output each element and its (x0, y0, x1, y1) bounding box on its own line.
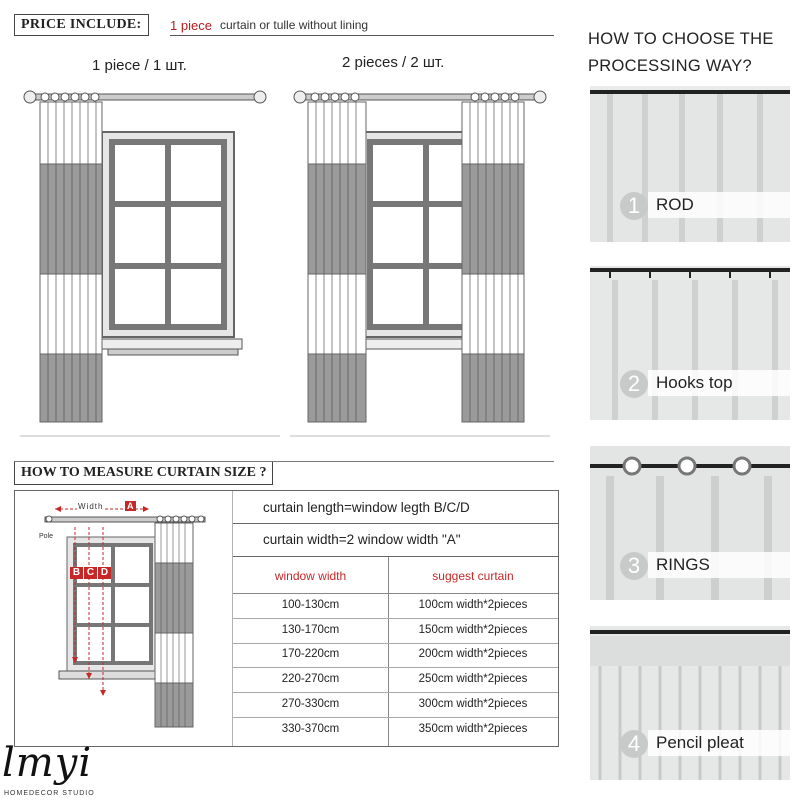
table-row-6-suggest: 350cm width*2pieces (418, 723, 528, 735)
size-table (233, 557, 558, 746)
table-head-window-width: window width (274, 569, 347, 583)
price-label: PRICE INCLUDE: (14, 14, 149, 36)
process-card-rings (590, 446, 790, 600)
choose-title-line2: PROCESSING WAY? (588, 57, 753, 75)
rod-curtain-image (590, 86, 790, 242)
choose-title (588, 26, 798, 80)
table-row-divider (233, 692, 558, 693)
hooks-curtain-image (590, 266, 790, 420)
table-row-1-width: 100-130cm (281, 599, 340, 611)
process-card-rod (590, 86, 790, 242)
table-head-divider (233, 593, 558, 594)
two-pieces-illustration (290, 84, 560, 444)
price-header (14, 8, 554, 44)
table-row-6-width: 330-370cm (281, 723, 340, 735)
price-highlight: 1 piece (170, 18, 212, 33)
table-row-2-suggest: 150cm width*2pieces (418, 624, 528, 636)
process-number-3: 3 (620, 552, 648, 580)
choose-title-line1: HOW TO CHOOSE THE (588, 30, 774, 48)
brand-logo-subtitle: HOMEDECOR STUDIO (4, 790, 95, 797)
width-label: Width (78, 502, 104, 511)
process-label-rings: RINGS (648, 552, 790, 578)
process-number-1: 1 (620, 192, 648, 220)
table-row-divider (233, 618, 558, 619)
pencil-pleat-curtain-image (590, 626, 790, 780)
process-number-4: 4 (620, 730, 648, 758)
letter-b: B (70, 567, 83, 579)
process-number-2: 2 (620, 370, 648, 398)
pole-label: Pole (39, 533, 54, 540)
process-label-pencil-pleat: Pencil pleat (648, 730, 790, 756)
measure-info (233, 491, 558, 746)
one-piece-illustration (20, 84, 290, 444)
table-row-4-suggest: 250cm width*2pieces (418, 673, 528, 685)
brand-logo-text: lmyi (2, 740, 93, 786)
process-card-hooks-top (590, 266, 790, 420)
width-rule: curtain width=2 window width "A" (263, 532, 461, 547)
one-piece-label: 1 piece / 1 шт. (92, 57, 187, 74)
table-row-3-width: 170-220cm (281, 648, 340, 660)
table-row-5-width: 270-330cm (281, 698, 340, 710)
rule-divider-1 (233, 523, 558, 524)
two-pieces-label: 2 pieces / 2 шт. (342, 54, 445, 71)
table-row-4-width: 220-270cm (281, 673, 340, 685)
process-label-hooks-top: Hooks top (648, 370, 790, 396)
process-card-pencil-pleat (590, 626, 790, 780)
table-row-divider (233, 643, 558, 644)
price-description: curtain or tulle without lining (220, 18, 369, 32)
price-underline (170, 35, 554, 36)
table-head-suggest-curtain: suggest curtain (432, 569, 514, 583)
table-row-1-suggest: 100cm width*2pieces (418, 599, 528, 611)
table-row-3-suggest: 200cm width*2pieces (418, 648, 528, 660)
table-row-2-width: 130-170cm (281, 624, 340, 636)
process-label-rod: ROD (648, 192, 790, 218)
width-letter-a: A (127, 501, 134, 511)
letter-c: C (84, 567, 97, 579)
letter-d: D (98, 567, 111, 579)
table-row-5-suggest: 300cm width*2pieces (418, 698, 528, 710)
length-rule: curtain length=window legth B/C/D (263, 500, 470, 515)
table-row-divider (233, 667, 558, 668)
table-row-divider (233, 717, 558, 718)
measure-title: HOW TO MEASURE CURTAIN SIZE ? (14, 462, 273, 485)
measure-diagram (15, 491, 233, 746)
measure-box (14, 490, 559, 747)
